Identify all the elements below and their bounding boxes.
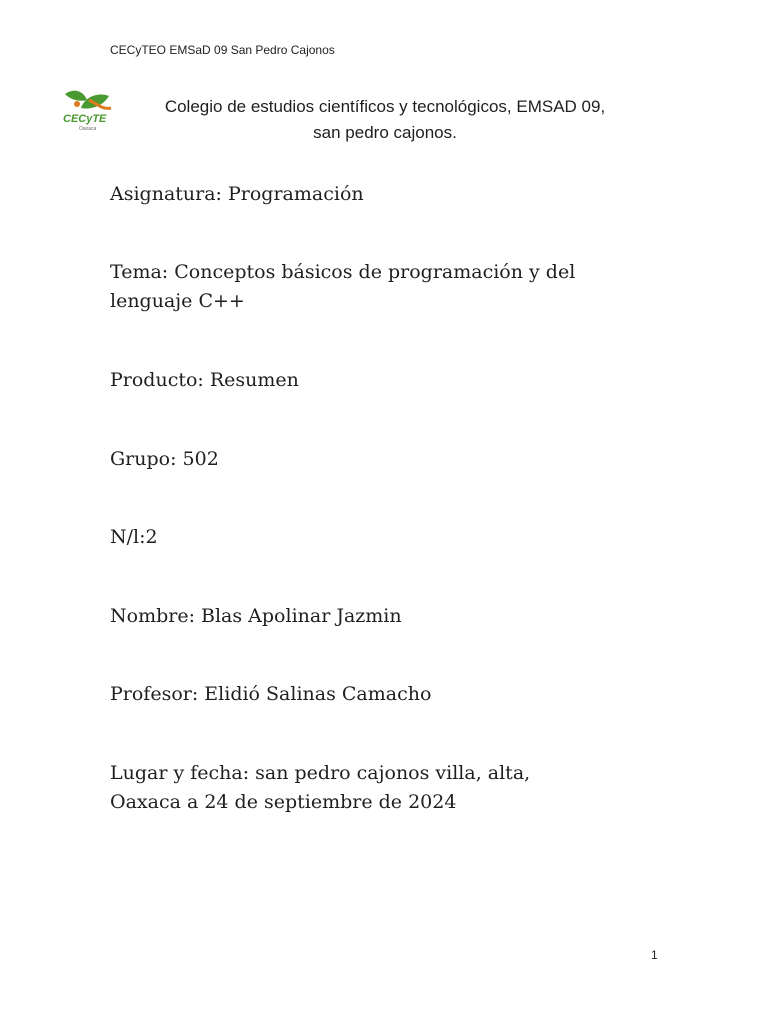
institution-title-line1: Colegio de estudios científicos y tecnológicos, EMSAD 09, [164,97,606,116]
logo-subtext: Oaxaca [79,126,97,132]
page-number: 1 [651,948,658,962]
logo-leaf-left [65,91,87,101]
field-profesor: Profesor: Elidió Salinas Camacho [110,683,432,705]
institution-title-line2: san pedro cajonos. [313,123,457,142]
field-grupo: Grupo: 502 [110,448,219,470]
cecyte-logo-graphic [59,86,123,132]
cecyte-logo [59,86,123,132]
field-lugar-line2: Oaxaca a 24 de septiembre de 2024 [110,791,457,813]
page-header: CECyTEO EMSaD 09 San Pedro Cajonos [110,43,335,57]
field-tema-line2: lenguaje C++ [110,290,245,312]
field-nl: N/l:2 [110,526,158,548]
field-lugar-line1: Lugar y fecha: san pedro cajonos villa, alta, [110,762,531,784]
logo-text: CECyTE [63,113,107,125]
field-lugar-fecha [110,759,670,817]
institution-title [125,94,645,146]
field-producto: Producto: Resumen [110,369,299,391]
field-tema-line1: Tema: Conceptos básicos de programación y del [110,261,576,283]
logo-dot [74,101,80,107]
field-nombre: Nombre: Blas Apolinar Jazmin [110,605,402,627]
field-tema [110,258,670,316]
field-asignatura: Asignatura: Programación [110,183,364,205]
